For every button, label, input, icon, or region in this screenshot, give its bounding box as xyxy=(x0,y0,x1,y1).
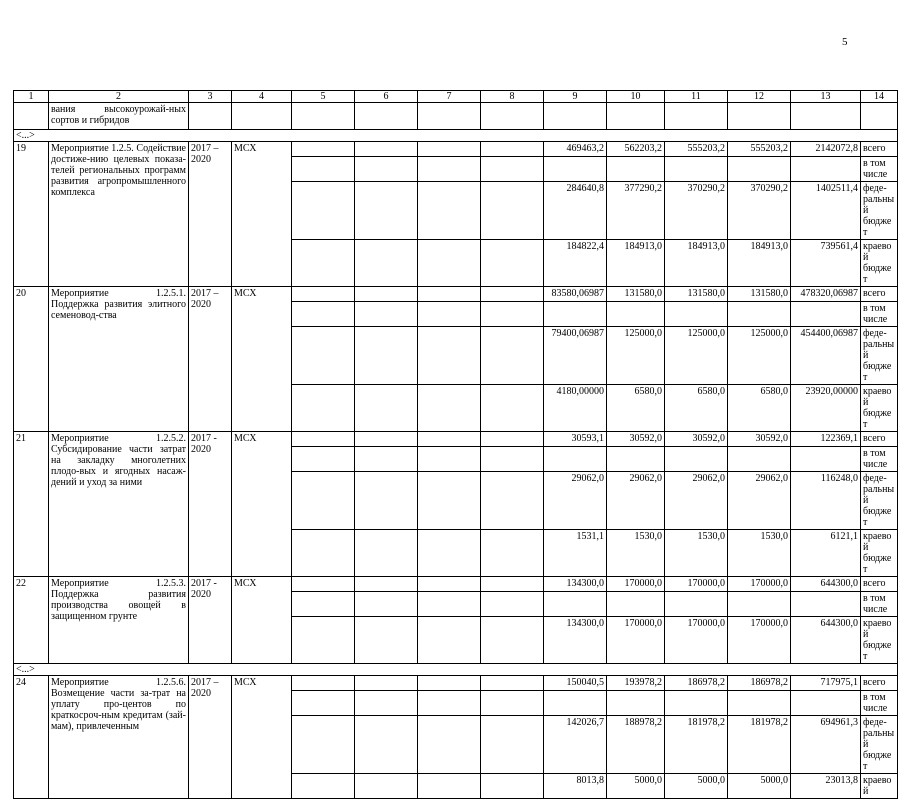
value-cell xyxy=(544,592,607,617)
record-period: 2017 - 2020 xyxy=(189,432,232,577)
value-cell xyxy=(728,592,791,617)
record-description: Мероприятие 1.2.5.3. Поддержка развития производства овощей в защищенном грунте xyxy=(49,577,189,664)
empty-cell xyxy=(292,577,355,592)
empty-cell xyxy=(292,774,355,799)
value-cell xyxy=(791,447,861,472)
ellipsis-row xyxy=(14,130,898,142)
empty-cell xyxy=(292,327,355,385)
funding-source-label: в том числе xyxy=(861,691,898,716)
empty-cell xyxy=(418,577,481,592)
empty-cell xyxy=(292,432,355,447)
empty-cell xyxy=(418,240,481,287)
value-cell: 134300,0 xyxy=(544,617,607,664)
value-cell xyxy=(665,302,728,327)
value-cell xyxy=(728,157,791,182)
empty-cell xyxy=(481,302,544,327)
empty-cell xyxy=(355,774,418,799)
value-cell xyxy=(728,447,791,472)
empty-cell xyxy=(355,287,418,302)
funding-source-label: краевой бюджет xyxy=(861,530,898,577)
value-cell: 6580,0 xyxy=(728,385,791,432)
value-cell xyxy=(607,302,665,327)
ellipsis-marker: <...> xyxy=(14,130,898,142)
empty-cell xyxy=(292,676,355,691)
value-cell: 8013,8 xyxy=(544,774,607,799)
value-cell xyxy=(544,302,607,327)
value-cell: 181978,2 xyxy=(665,716,728,774)
empty-cell xyxy=(861,103,898,130)
value-cell: 555203,2 xyxy=(665,142,728,157)
value-cell: 184822,4 xyxy=(544,240,607,287)
value-cell: 29062,0 xyxy=(607,472,665,530)
empty-cell xyxy=(418,157,481,182)
value-cell: 30592,0 xyxy=(665,432,728,447)
funding-source-label: феде-ральный бюджет xyxy=(861,472,898,530)
record-period: 2017 – 2020 xyxy=(189,142,232,287)
value-cell: 469463,2 xyxy=(544,142,607,157)
empty-cell xyxy=(481,592,544,617)
value-cell: 2142072,8 xyxy=(791,142,861,157)
record-number: 21 xyxy=(14,432,49,577)
value-cell: 131580,0 xyxy=(665,287,728,302)
value-cell: 6580,0 xyxy=(665,385,728,432)
column-header: 9 xyxy=(544,91,607,103)
value-cell xyxy=(544,447,607,472)
empty-cell xyxy=(418,592,481,617)
value-cell: 170000,0 xyxy=(665,577,728,592)
empty-cell xyxy=(481,774,544,799)
value-cell: 142026,7 xyxy=(544,716,607,774)
empty-cell xyxy=(292,182,355,240)
value-cell: 694961,3 xyxy=(791,716,861,774)
empty-cell xyxy=(418,676,481,691)
table-row xyxy=(14,577,898,592)
empty-cell xyxy=(355,157,418,182)
value-cell: 4180,00000 xyxy=(544,385,607,432)
empty-cell xyxy=(418,617,481,664)
value-cell xyxy=(544,157,607,182)
funding-source-label: всего xyxy=(861,577,898,592)
record-description: Мероприятие 1.2.5.2. Субсидирование части затрат на закладку многолетних плодо-вых и ягодных насаж-дений и уход за ними xyxy=(49,432,189,577)
empty-cell xyxy=(292,592,355,617)
empty-cell xyxy=(481,676,544,691)
column-header: 12 xyxy=(728,91,791,103)
value-cell: 29062,0 xyxy=(665,472,728,530)
empty-cell xyxy=(481,530,544,577)
table-row xyxy=(14,142,898,157)
value-cell: 284640,8 xyxy=(544,182,607,240)
value-cell: 555203,2 xyxy=(728,142,791,157)
value-cell: 29062,0 xyxy=(544,472,607,530)
empty-cell xyxy=(355,530,418,577)
empty-cell xyxy=(418,103,481,130)
value-cell: 1530,0 xyxy=(728,530,791,577)
empty-cell xyxy=(355,617,418,664)
record-number: 19 xyxy=(14,142,49,287)
value-cell: 83580,06987 xyxy=(544,287,607,302)
funding-source-label: всего xyxy=(861,432,898,447)
funding-source-label: краевой бюджет xyxy=(861,617,898,664)
value-cell xyxy=(791,691,861,716)
value-cell: 5000,0 xyxy=(665,774,728,799)
table-row xyxy=(14,676,898,691)
empty-cell xyxy=(292,716,355,774)
empty-cell xyxy=(355,240,418,287)
value-cell xyxy=(665,691,728,716)
value-cell: 150040,5 xyxy=(544,676,607,691)
empty-cell xyxy=(355,447,418,472)
column-header: 1 xyxy=(14,91,49,103)
ellipsis-row xyxy=(14,664,898,676)
empty-cell xyxy=(481,287,544,302)
value-cell: 478320,06987 xyxy=(791,287,861,302)
empty-cell xyxy=(481,142,544,157)
empty-cell xyxy=(232,103,292,130)
empty-cell xyxy=(481,240,544,287)
record-executor: МСХ xyxy=(232,577,292,664)
value-cell: 125000,0 xyxy=(607,327,665,385)
record-number: 24 xyxy=(14,676,49,799)
value-cell: 131580,0 xyxy=(728,287,791,302)
empty-cell xyxy=(292,385,355,432)
record-period: 2017 – 2020 xyxy=(189,287,232,432)
value-cell xyxy=(607,691,665,716)
funding-source-label: всего xyxy=(861,287,898,302)
record-executor: МСХ xyxy=(232,287,292,432)
empty-cell xyxy=(481,472,544,530)
empty-cell xyxy=(355,592,418,617)
value-cell: 1530,0 xyxy=(665,530,728,577)
empty-cell xyxy=(791,103,861,130)
value-cell: 30592,0 xyxy=(607,432,665,447)
value-cell: 186978,2 xyxy=(665,676,728,691)
value-cell: 170000,0 xyxy=(607,617,665,664)
empty-cell xyxy=(355,577,418,592)
empty-cell xyxy=(355,716,418,774)
funding-source-label: краевой бюджет xyxy=(861,385,898,432)
value-cell: 188978,2 xyxy=(607,716,665,774)
value-cell xyxy=(607,157,665,182)
empty-cell xyxy=(292,103,355,130)
empty-cell xyxy=(355,327,418,385)
continuation-row xyxy=(14,103,898,130)
value-cell: 1402511,4 xyxy=(791,182,861,240)
value-cell: 125000,0 xyxy=(728,327,791,385)
value-cell xyxy=(791,157,861,182)
value-cell: 131580,0 xyxy=(607,287,665,302)
empty-cell xyxy=(544,103,607,130)
value-cell: 184913,0 xyxy=(728,240,791,287)
empty-cell xyxy=(418,142,481,157)
empty-cell xyxy=(418,716,481,774)
empty-cell xyxy=(418,774,481,799)
empty-cell xyxy=(418,182,481,240)
value-cell: 717975,1 xyxy=(791,676,861,691)
empty-cell xyxy=(418,432,481,447)
funding-source-label: всего xyxy=(861,142,898,157)
value-cell: 6580,0 xyxy=(607,385,665,432)
empty-cell xyxy=(355,385,418,432)
value-cell: 186978,2 xyxy=(728,676,791,691)
value-cell: 370290,2 xyxy=(665,182,728,240)
empty-cell xyxy=(481,577,544,592)
empty-cell xyxy=(292,142,355,157)
value-cell: 29062,0 xyxy=(728,472,791,530)
empty-cell xyxy=(355,432,418,447)
column-header: 14 xyxy=(861,91,898,103)
value-cell: 116248,0 xyxy=(791,472,861,530)
empty-cell xyxy=(728,103,791,130)
column-header: 10 xyxy=(607,91,665,103)
record-description: Мероприятие 1.2.5.1. Поддержка развития элитного семеновод-ства xyxy=(49,287,189,432)
record-number: 22 xyxy=(14,577,49,664)
empty-cell xyxy=(481,617,544,664)
value-cell: 193978,2 xyxy=(607,676,665,691)
value-cell xyxy=(728,691,791,716)
value-cell: 5000,0 xyxy=(607,774,665,799)
value-cell: 170000,0 xyxy=(728,577,791,592)
value-cell: 370290,2 xyxy=(728,182,791,240)
funding-source-label: в том числе xyxy=(861,302,898,327)
empty-cell xyxy=(292,530,355,577)
column-header: 13 xyxy=(791,91,861,103)
value-cell: 644300,0 xyxy=(791,617,861,664)
empty-cell xyxy=(607,103,665,130)
empty-cell xyxy=(481,103,544,130)
empty-cell xyxy=(355,182,418,240)
value-cell: 739561,4 xyxy=(791,240,861,287)
record-period: 2017 – 2020 xyxy=(189,676,232,799)
funding-source-label: феде-ральный бюджет xyxy=(861,182,898,240)
value-cell: 184913,0 xyxy=(665,240,728,287)
record-description: Мероприятие 1.2.5.6. Возмещение части за-трат на уплату про-центов по краткосроч-ным кредитам (зай-мам), привлеченным xyxy=(49,676,189,799)
header-row xyxy=(14,91,898,103)
empty-cell xyxy=(355,302,418,327)
funding-source-label: феде-ральный бюджет xyxy=(861,327,898,385)
empty-cell xyxy=(355,691,418,716)
value-cell: 1530,0 xyxy=(607,530,665,577)
empty-cell xyxy=(14,103,49,130)
value-cell: 79400,06987 xyxy=(544,327,607,385)
empty-cell xyxy=(481,432,544,447)
table-row xyxy=(14,432,898,447)
empty-cell xyxy=(481,327,544,385)
empty-cell xyxy=(292,157,355,182)
empty-cell xyxy=(418,327,481,385)
empty-cell xyxy=(665,103,728,130)
empty-cell xyxy=(355,142,418,157)
column-header: 3 xyxy=(189,91,232,103)
funding-source-label: в том числе xyxy=(861,592,898,617)
value-cell xyxy=(728,302,791,327)
record-executor: МСХ xyxy=(232,142,292,287)
empty-cell xyxy=(481,447,544,472)
value-cell: 181978,2 xyxy=(728,716,791,774)
value-cell xyxy=(607,592,665,617)
empty-cell xyxy=(418,287,481,302)
empty-cell xyxy=(418,447,481,472)
value-cell xyxy=(791,592,861,617)
value-cell: 170000,0 xyxy=(665,617,728,664)
empty-cell xyxy=(418,385,481,432)
record-period: 2017 - 2020 xyxy=(189,577,232,664)
column-header: 2 xyxy=(49,91,189,103)
value-cell: 454400,06987 xyxy=(791,327,861,385)
value-cell: 170000,0 xyxy=(728,617,791,664)
empty-cell xyxy=(292,302,355,327)
empty-cell xyxy=(481,385,544,432)
value-cell: 6121,1 xyxy=(791,530,861,577)
value-cell: 170000,0 xyxy=(607,577,665,592)
value-cell: 23920,00000 xyxy=(791,385,861,432)
record-number: 20 xyxy=(14,287,49,432)
empty-cell xyxy=(355,472,418,530)
empty-cell xyxy=(355,676,418,691)
value-cell: 125000,0 xyxy=(665,327,728,385)
value-cell: 122369,1 xyxy=(791,432,861,447)
value-cell: 5000,0 xyxy=(728,774,791,799)
value-cell xyxy=(607,447,665,472)
empty-cell xyxy=(418,691,481,716)
value-cell: 377290,2 xyxy=(607,182,665,240)
column-header: 11 xyxy=(665,91,728,103)
empty-cell xyxy=(418,472,481,530)
value-cell: 134300,0 xyxy=(544,577,607,592)
funding-source-label: в том числе xyxy=(861,157,898,182)
empty-cell xyxy=(189,103,232,130)
column-header: 6 xyxy=(355,91,418,103)
table-row xyxy=(14,287,898,302)
empty-cell xyxy=(292,287,355,302)
empty-cell xyxy=(418,302,481,327)
empty-cell xyxy=(292,472,355,530)
value-cell: 1531,1 xyxy=(544,530,607,577)
value-cell: 644300,0 xyxy=(791,577,861,592)
empty-cell xyxy=(481,691,544,716)
column-header: 4 xyxy=(232,91,292,103)
empty-cell xyxy=(355,103,418,130)
record-executor: МСХ xyxy=(232,432,292,577)
value-cell: 23013,8 xyxy=(791,774,861,799)
record-executor: МСХ xyxy=(232,676,292,799)
empty-cell xyxy=(292,691,355,716)
empty-cell xyxy=(481,182,544,240)
funding-source-label: в том числе xyxy=(861,447,898,472)
funding-source-label: феде-ральный бюджет xyxy=(861,716,898,774)
program-table xyxy=(13,90,898,799)
column-header: 5 xyxy=(292,91,355,103)
ellipsis-marker: <...> xyxy=(14,664,898,676)
value-cell xyxy=(665,157,728,182)
empty-cell xyxy=(481,157,544,182)
value-cell xyxy=(544,691,607,716)
empty-cell xyxy=(292,447,355,472)
funding-source-label: всего xyxy=(861,676,898,691)
empty-cell xyxy=(292,617,355,664)
funding-source-label: краевой бюджет xyxy=(861,240,898,287)
value-cell: 184913,0 xyxy=(607,240,665,287)
value-cell xyxy=(665,447,728,472)
value-cell: 562203,2 xyxy=(607,142,665,157)
continuation-text: вания высокоурожай-ных сортов и гибридов xyxy=(49,103,189,130)
value-cell: 30593,1 xyxy=(544,432,607,447)
column-header: 8 xyxy=(481,91,544,103)
value-cell: 30592,0 xyxy=(728,432,791,447)
empty-cell xyxy=(292,240,355,287)
record-description: Мероприятие 1.2.5. Содействие достиже-нию целевых показа-телей региональных программ развития агропромышленного комплекса xyxy=(49,142,189,287)
funding-source-label: краевой xyxy=(861,774,898,799)
column-header: 7 xyxy=(418,91,481,103)
empty-cell xyxy=(418,530,481,577)
empty-cell xyxy=(481,716,544,774)
value-cell xyxy=(791,302,861,327)
page-number: 5 xyxy=(842,36,848,48)
value-cell xyxy=(665,592,728,617)
